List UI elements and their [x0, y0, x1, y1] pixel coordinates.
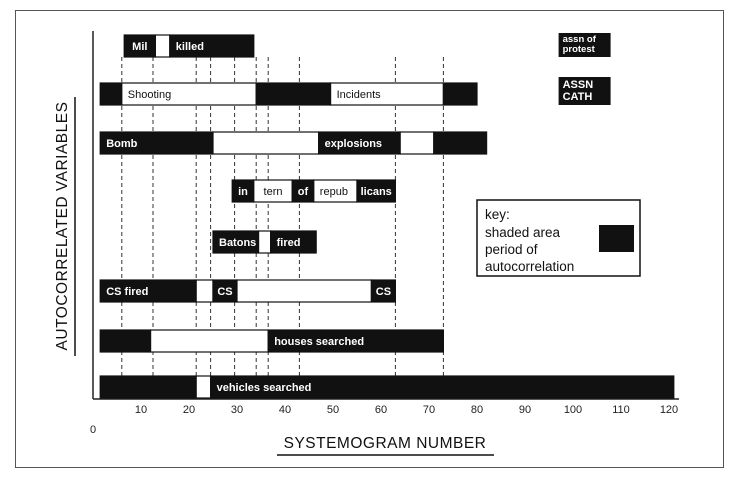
bar-segment-label: killed — [175, 41, 204, 53]
x-tick-label: 120 — [659, 404, 679, 416]
legend-text-line: period of — [485, 242, 538, 257]
bar-segment-label: vehicles searched — [216, 382, 312, 394]
bar-row — [100, 330, 443, 352]
bar-segment-unshaded — [213, 132, 319, 154]
x-tick-label: 40 — [278, 404, 292, 416]
x-tick-labels — [135, 404, 678, 416]
side-label-text: CATH — [562, 91, 593, 103]
bar-row — [100, 376, 674, 398]
bar-segment-label: of — [297, 186, 309, 198]
x-axis-title: SYSTEMOGRAM NUMBER — [283, 435, 487, 452]
systemogram-chart — [16, 11, 723, 467]
y-axis-title: AUTOCORRELATED VARIABLES — [54, 101, 71, 351]
bar-segment-label: houses searched — [274, 336, 365, 348]
bar-segment-label: Batons — [219, 237, 257, 249]
bar-row — [124, 35, 254, 57]
bar-row — [100, 83, 477, 105]
bar-segment-label: tern — [263, 186, 283, 198]
legend-key — [477, 200, 640, 276]
bar-segment-shaded — [443, 83, 477, 105]
bar-segment-shaded — [256, 83, 330, 105]
bar-segment-label: Mil — [132, 41, 148, 53]
chart-frame — [15, 10, 724, 468]
bar-segment-unshaded — [237, 280, 371, 302]
bar-segment-unshaded — [196, 376, 210, 398]
x-tick-label: 10 — [134, 404, 148, 416]
bar-segment-unshaded — [155, 35, 169, 57]
bar-row — [100, 280, 395, 302]
bar-segment-unshaded — [259, 231, 271, 253]
legend-text-line: shaded area — [485, 225, 561, 240]
side-label-text: protest — [562, 44, 595, 55]
side-label-text: ASSN — [562, 79, 594, 91]
side-label-text: assn of — [562, 34, 596, 45]
side-label — [559, 77, 611, 105]
bar-segment-shaded — [434, 132, 487, 154]
bar-segment-unshaded — [196, 280, 213, 302]
bar-segment-label: Bomb — [106, 138, 138, 150]
bar-segment-label: CS — [375, 286, 392, 298]
bar-segment-label: CS fired — [106, 286, 149, 298]
x-tick-label: 80 — [470, 404, 484, 416]
legend-text-line: autocorrelation — [485, 259, 575, 274]
x-tick-label: 20 — [182, 404, 196, 416]
bar-segment-unshaded — [400, 132, 434, 154]
bar-segment-label: explosions — [324, 138, 383, 150]
bar-segment-label: fired — [276, 237, 301, 249]
bar-segment-label: Shooting — [127, 89, 172, 101]
bar-segment-shaded — [100, 376, 196, 398]
x-tick-label: 70 — [422, 404, 436, 416]
bar-segment-label: Incidents — [336, 89, 381, 101]
x-tick-label: 50 — [326, 404, 340, 416]
bar-segment-label: CS — [217, 286, 233, 298]
side-label — [559, 33, 611, 57]
x-tick-label: 30 — [230, 404, 244, 416]
bar-segment-label: repub — [319, 186, 348, 198]
x-tick-label: 90 — [518, 404, 532, 416]
bar-segment-unshaded — [151, 330, 269, 352]
bar-row — [100, 132, 486, 154]
bar-segment-shaded — [100, 83, 122, 105]
x-tick-label: 100 — [563, 404, 583, 416]
bar-row — [213, 231, 316, 253]
legend-title: key: — [485, 207, 510, 222]
x-tick-label: 60 — [374, 404, 388, 416]
bar-segment-label: in — [238, 186, 248, 198]
x-origin-label: 0 — [89, 424, 97, 436]
bar-segment-label: licans — [360, 186, 392, 198]
x-tick-label: 110 — [612, 404, 630, 416]
legend-swatch — [599, 225, 634, 252]
bar-row — [232, 180, 395, 202]
bar-segment-shaded — [100, 330, 150, 352]
